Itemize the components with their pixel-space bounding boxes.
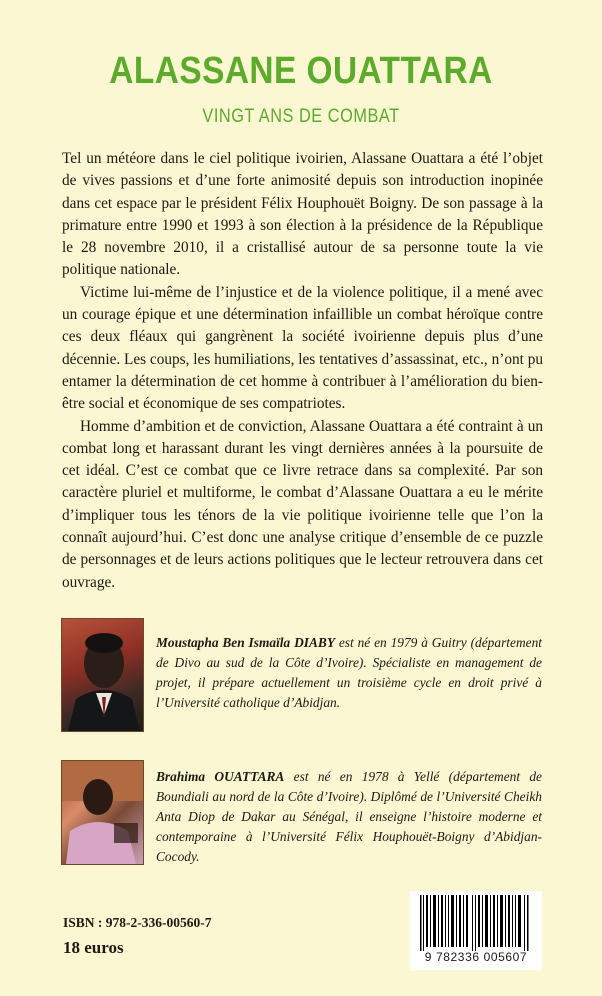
author-2-bio-text: est né en 1978 à Yellé (département de Boundiali au nord de la Côte d’Ivoire). Diplômé de l’Université Cheikh Anta Diop de Dakar au Sénégal, il enseigne l’histoire moderne et contemporaine à l’Université Félix Houphouët-Boigny d’Abidjan-Cocody. — [156, 769, 542, 864]
summary-paragraph-3: Homme d’ambition et de conviction, Alassane Ouattara a été contraint à un combat long et harassant durant les vingt dernières années à la poursuite de cet idéal. C’est ce combat que ce livre retrace dans sa complexité. Par son caractère pluriel et multiforme, le combat d’Alassane Ouattara a eu le mérite d’impliquer tous les ténors de la vie politique ivoirienne telle que l’on la connaît aujourd’hui. C’est donc une analyse critique d’ensemble de ce puzzle de personnages et de leurs actions politiques que le lecteur retrouvera dans cet ouvrage. — [62, 417, 543, 591]
book-subtitle: VINGT ANS DE COMBAT — [202, 106, 400, 127]
summary-paragraph-1: Tel un météore dans le ciel politique ivoirien, Alassane Ouattara a été l’objet de vives passions et d’une forte animosité depuis son introduction inopinée dans cet espace par le président Félix Houphouët Boigny. De son passage à la primature entre 1990 et 1993 à son élection à la présidence de la République le 28 novembre 2010, il a cristallisé autour de sa personne toute la vie politique nationale. — [62, 150, 543, 279]
author-2-bio — [156, 767, 542, 867]
barcode-bars — [416, 895, 536, 951]
author-1-bio — [156, 633, 542, 713]
author-1-bio-text: est né en 1979 à Guitry (département de Divo au sud de la Côte d’Ivoire). Spécialiste en management de projet, il prépare actuellement un troisième cycle en droit privé à l’Université catholique d’Abidjan. — [156, 635, 542, 710]
author-1-name: Moustapha Ben Ismaïla DIABY — [156, 635, 335, 650]
summary-paragraph-2: Victime lui-même de l’injustice et de la violence politique, il a mené avec un courage épique et une détermination infaillible un combat héroïque contre ces deux fléaux qui gangrènent la société ivoirienne depuis plus d’une décennie. Les coups, les humiliations, les tentatives d’assassinat, etc., n’ont pu entamer la détermination de cet homme à contribuer à l’amélioration du bien-être social et économique de ses compatriotes. — [62, 283, 543, 413]
isbn: ISBN : 978-2-336-00560-7 — [63, 915, 212, 930]
back-cover-summary — [62, 148, 543, 594]
author-2-photo — [61, 760, 144, 865]
author-2-name: Brahima OUATTARA — [156, 769, 285, 784]
price: 18 euros — [63, 938, 124, 957]
barcode — [410, 891, 542, 970]
barcode-digits: 9 782336 005607 — [424, 950, 528, 964]
author-1-photo — [61, 618, 144, 732]
book-title: ALASSANE OUATTARA — [109, 50, 493, 92]
